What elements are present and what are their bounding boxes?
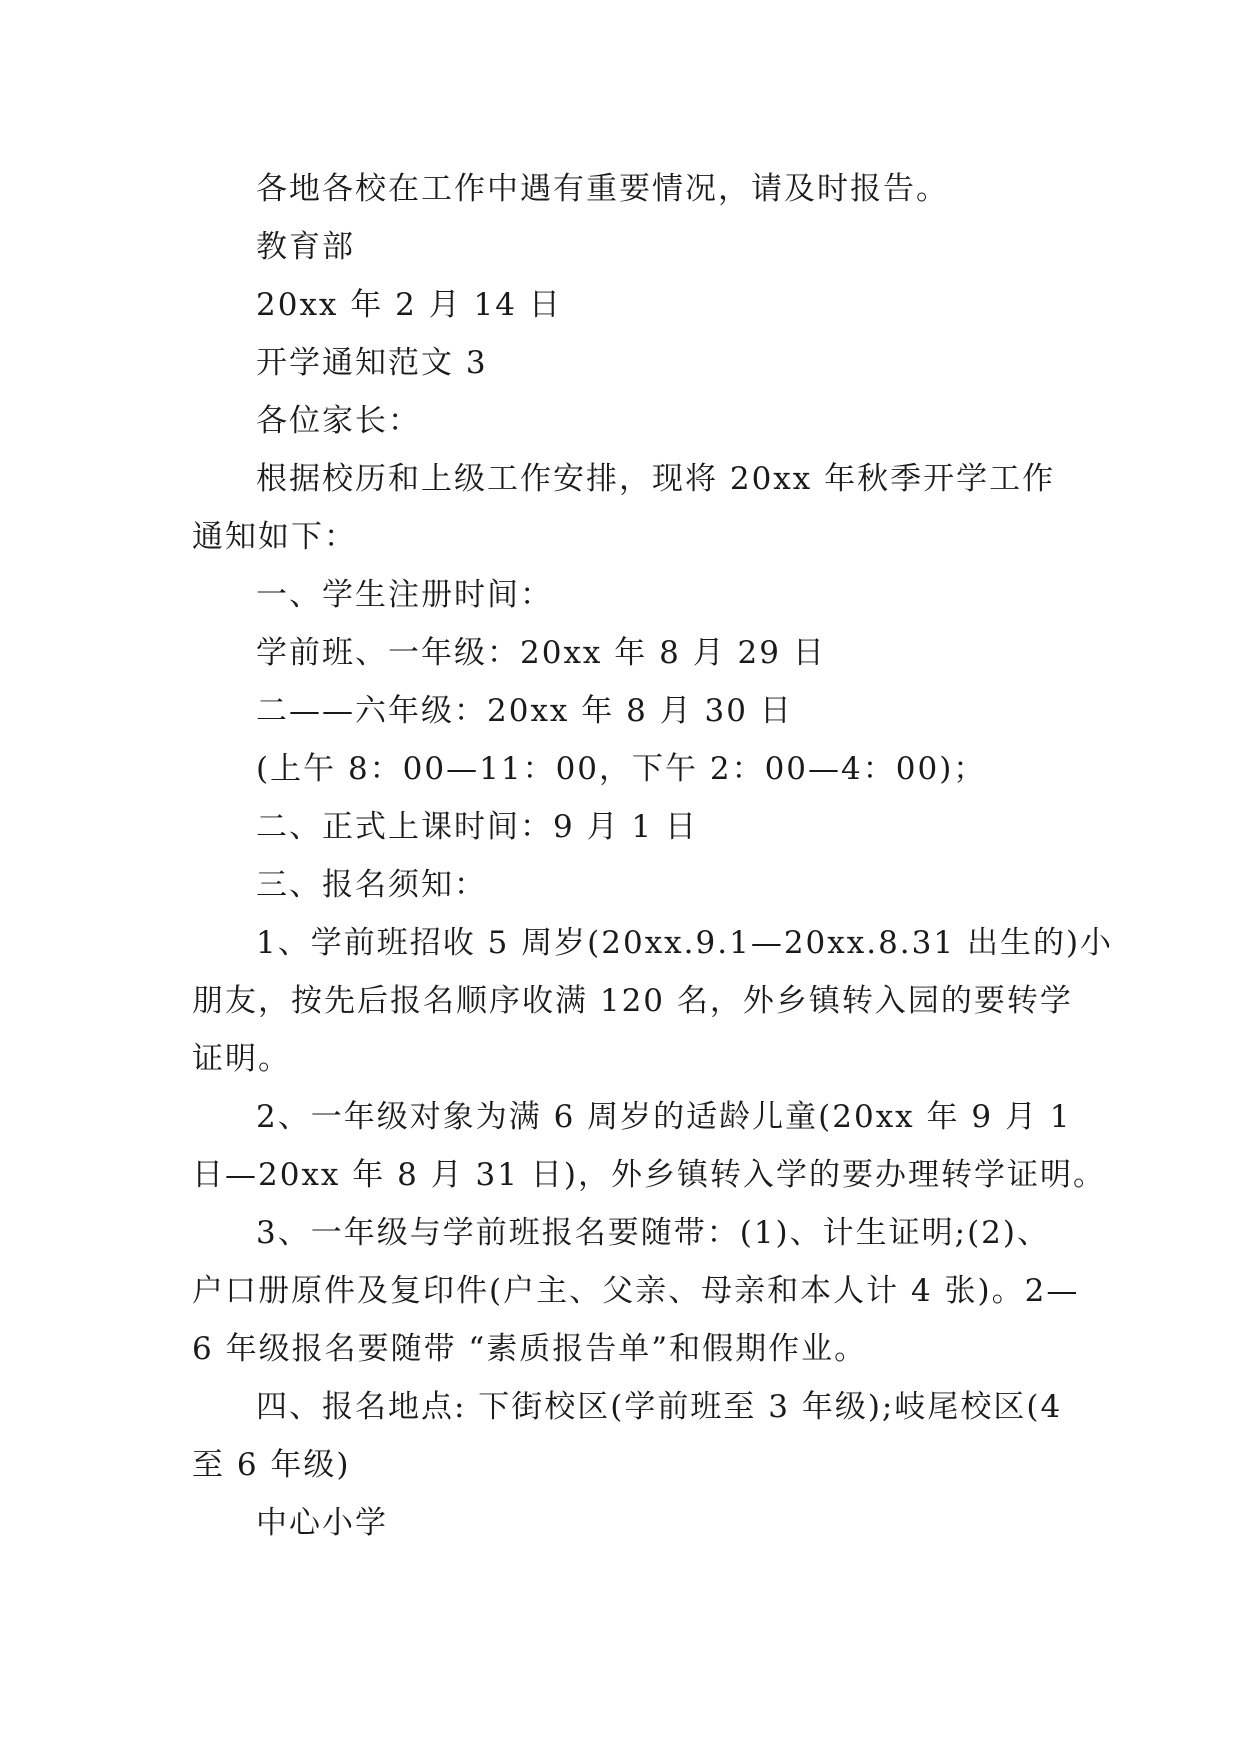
text-line: 日—20xx 年 8 月 31 日)，外乡镇转入学的要办理转学证明。 (192, 1157, 1106, 1193)
text-line: 各位家长： (256, 403, 421, 439)
text-line: (上午 8：00—11：00，下午 2：00—4：00)； (256, 751, 987, 787)
document-body (192, 160, 1114, 1552)
text-line: 通知如下： (192, 519, 357, 555)
text-line: 3、一年级与学前班报名要随带：(1)、计生证明;(2)、 (256, 1215, 1050, 1251)
text-line: 中心小学 (256, 1505, 388, 1541)
text-line: 一、学生注册时间： (256, 577, 553, 613)
text-line: 1、学前班招收 5 周岁(20xx.9.1—20xx.8.31 出生的)小 (256, 925, 1114, 961)
text-line: 各地各校在工作中遇有重要情况，请及时报告。 (256, 171, 949, 207)
text-line: 根据校历和上级工作安排，现将 20xx 年秋季开学工作 (256, 461, 1056, 497)
text-line: 教育部 (256, 229, 355, 265)
text-line: 三、报名须知： (256, 867, 487, 903)
text-line: 二、正式上课时间：9 月 1 日 (256, 809, 699, 845)
text-line: 朋友，按先后报名顺序收满 120 名，外乡镇转入园的要转学 (192, 983, 1073, 1019)
text-line: 开学通知范文 3 (256, 345, 488, 381)
text-line: 学前班、一年级：20xx 年 8 月 29 日 (256, 635, 826, 671)
text-line: 20xx 年 2 月 14 日 (256, 287, 562, 323)
text-line: 证明。 (192, 1041, 291, 1077)
text-line: 户口册原件及复印件(户主、父亲、母亲和本人计 4 张)。2— (192, 1273, 1080, 1309)
text-line: 至 6 年级) (192, 1447, 351, 1483)
text-line: 四、报名地点: 下街校区(学前班至 3 年级);岐尾校区(4 (256, 1389, 1063, 1425)
text-line: 2、一年级对象为满 6 周岁的适龄儿童(20xx 年 9 月 1 (256, 1099, 1072, 1135)
text-line: 6 年级报名要随带 “素质报告单”和假期作业。 (192, 1331, 868, 1367)
text-line: 二——六年级：20xx 年 8 月 30 日 (256, 693, 793, 729)
